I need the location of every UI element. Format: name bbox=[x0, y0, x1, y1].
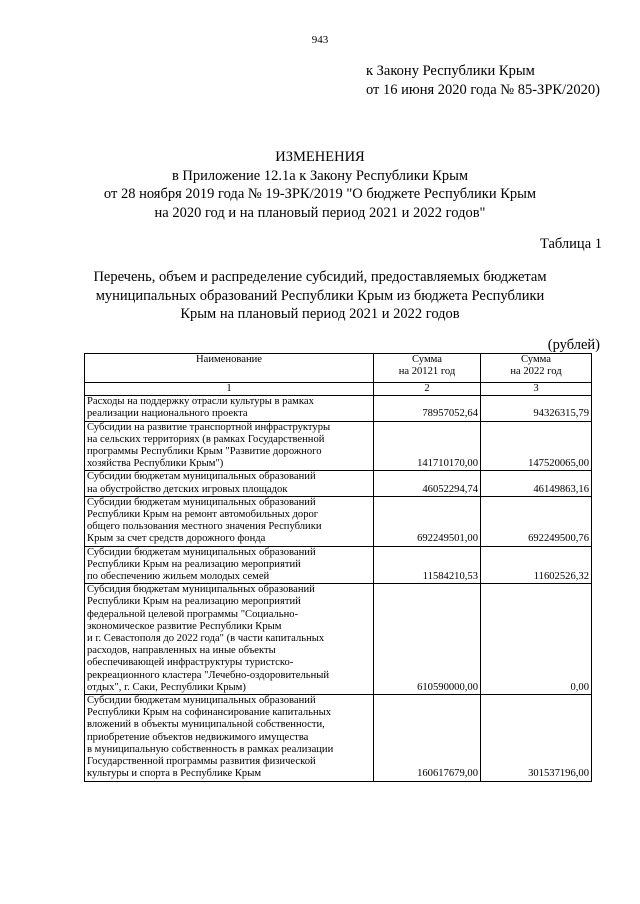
heading-line2: в Приложение 12.1а к Закону Республики Крым bbox=[171, 167, 469, 184]
table-row bbox=[85, 546, 592, 584]
row-name-line: Расходы на поддержку отрасли культуры в рамках bbox=[87, 396, 314, 408]
row-name-line: общего пользования местного значения Республики bbox=[87, 521, 322, 533]
row-name bbox=[85, 584, 374, 695]
header-sum-2022-line1: Сумма bbox=[521, 354, 551, 365]
row-sum-2021: 692249501,00 bbox=[374, 496, 481, 546]
row-name-line: Субсидии бюджетам муниципальных образований bbox=[87, 496, 316, 508]
law-reference-line2: от 16 июня 2020 года № 85-ЗРК/2020) bbox=[366, 82, 600, 98]
subtitle-line1: Перечень, объем и распределение субсидий, предоставляемых бюджетам bbox=[93, 269, 547, 285]
row-name-line: Субсидии бюджетам муниципальных образований bbox=[87, 695, 316, 707]
row-name-line: Республики Крым на реализацию мероприятий bbox=[87, 558, 301, 570]
row-name-line: реализации национального проекта bbox=[87, 408, 248, 420]
header-sum-2021-line1: Сумма bbox=[412, 354, 442, 365]
table-row bbox=[85, 421, 592, 471]
row-sum-2022: 692249500,76 bbox=[481, 496, 592, 546]
row-name-line: рекреационного кластера "Лечебно-оздоровительный bbox=[87, 669, 330, 681]
row-sum-2022: 0,00 bbox=[481, 584, 592, 695]
row-name-line: Субсидии бюджетам муниципальных образований bbox=[87, 546, 316, 558]
row-name-line: Субсидия бюджетам муниципальных образований bbox=[87, 584, 315, 596]
row-name-line: экономическое развитие Республики Крым bbox=[87, 620, 282, 632]
table-label: Таблица 1 bbox=[539, 236, 602, 252]
row-name-line: Субсидии на развитие транспортной инфраструктуры bbox=[87, 421, 331, 433]
table-row bbox=[85, 584, 592, 695]
row-sum-2021: 160617679,00 bbox=[374, 695, 481, 781]
law-reference-line1: к Закону Республики Крым bbox=[366, 63, 535, 79]
column-number: 1 bbox=[85, 383, 374, 396]
row-name bbox=[85, 695, 374, 781]
row-name-line: федеральной целевой программы "Социально- bbox=[87, 608, 299, 620]
table-subtitle bbox=[0, 268, 640, 324]
row-name-line: отдых", г. Саки, Республики Крым) bbox=[87, 681, 246, 693]
table-row bbox=[85, 496, 592, 546]
row-sum-2021: 11584210,53 bbox=[374, 546, 481, 584]
row-name bbox=[85, 396, 374, 421]
column-number: 2 bbox=[374, 383, 481, 396]
subtitle-line2: муниципальных образований Республики Крым из бюджета Республики bbox=[95, 287, 545, 304]
row-name bbox=[85, 421, 374, 471]
row-name-line: программы Республики Крым "Развитие дорожного bbox=[87, 446, 322, 458]
row-name-line: в муниципальную собственность в рамках реализации bbox=[87, 743, 334, 755]
subtitle-line3: Крым на плановый период 2021 и 2022 годов bbox=[180, 306, 460, 322]
row-name bbox=[85, 496, 374, 546]
row-sum-2021: 141710170,00 bbox=[374, 421, 481, 471]
row-sum-2021: 46052294,74 bbox=[374, 471, 481, 496]
row-name-line: и г. Севастополя до 2022 года" (в части капитальных bbox=[87, 633, 325, 645]
row-name-line: на сельских территориях (в рамках Государственной bbox=[87, 433, 325, 445]
heading-title: ИЗМЕНЕНИЯ bbox=[275, 149, 365, 165]
row-sum-2022: 46149863,16 bbox=[481, 471, 592, 496]
row-name-line: Республики Крым на софинансирование капитальных bbox=[87, 707, 332, 719]
row-name-line: Республики Крым на ремонт автомобильных дорог bbox=[87, 509, 319, 521]
row-name-line: расходов, направленных на иные объекты bbox=[87, 645, 276, 657]
row-name-line: приобретение объектов недвижимого имущества bbox=[87, 731, 309, 743]
row-name-line: хозяйства Республики Крым") bbox=[87, 458, 224, 470]
row-name bbox=[85, 471, 374, 496]
column-number-row bbox=[85, 383, 592, 396]
table-row bbox=[85, 471, 592, 496]
row-name-line: по обеспечению жильем молодых семей bbox=[87, 571, 270, 583]
row-sum-2021: 78957052,64 bbox=[374, 396, 481, 421]
header-name: Наименование bbox=[85, 354, 374, 383]
row-name-line: вложений в объекты муниципальной собственности, bbox=[87, 719, 325, 731]
header-sum-2022 bbox=[481, 354, 592, 383]
law-reference bbox=[366, 62, 600, 100]
row-sum-2022: 301537196,00 bbox=[481, 695, 592, 781]
row-sum-2022: 94326315,79 bbox=[481, 396, 592, 421]
table-row bbox=[85, 396, 592, 421]
row-name-line: на обустройство детских игровых площадок bbox=[87, 483, 288, 495]
row-name-line: Крым за счет средств дорожного фонда bbox=[87, 533, 266, 545]
row-name-line: культуры и спорта в Республике Крым bbox=[87, 768, 262, 780]
table-header-row bbox=[85, 354, 592, 383]
heading-line3: от 28 ноября 2019 года № 19-ЗРК/2019 "О бюджете Республики Крым bbox=[103, 186, 537, 202]
header-sum-2021 bbox=[374, 354, 481, 383]
row-name-line: Республики Крым на реализацию мероприятий bbox=[87, 596, 301, 608]
row-name-line: Субсидии бюджетам муниципальных образований bbox=[87, 471, 316, 483]
table-row bbox=[85, 695, 592, 781]
row-sum-2022: 147520065,00 bbox=[481, 421, 592, 471]
row-sum-2022: 11602526,32 bbox=[481, 546, 592, 584]
column-number: 3 bbox=[481, 383, 592, 396]
subsidies-table bbox=[84, 353, 592, 782]
header-sum-2021-line2: на 20121 год bbox=[398, 366, 456, 378]
row-name-line: обеспечивающей инфраструктуры туристско- bbox=[87, 657, 294, 669]
page-number: 943 bbox=[311, 34, 329, 46]
heading-line4: на 2020 год и на плановый период 2021 и 2022 годов" bbox=[154, 204, 486, 221]
row-name bbox=[85, 546, 374, 584]
table-body bbox=[85, 396, 592, 781]
changes-heading bbox=[0, 148, 640, 222]
unit-label: (рублей) bbox=[547, 337, 600, 353]
row-name-line: Государственной программы развития физической bbox=[87, 756, 316, 768]
header-sum-2022-line2: на 2022 год bbox=[510, 366, 562, 378]
row-sum-2021: 610590000,00 bbox=[374, 584, 481, 695]
